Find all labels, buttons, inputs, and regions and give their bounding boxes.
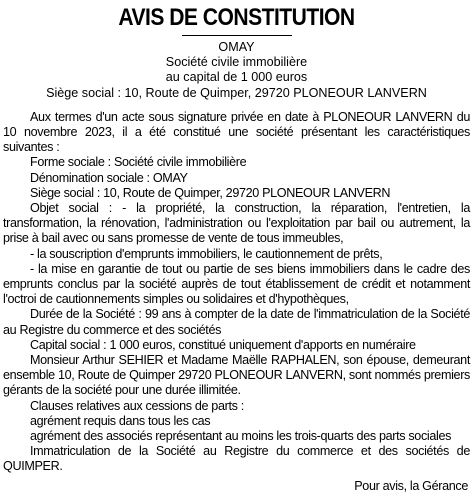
paragraph-legal-form: Forme sociale : Société civile immobilière bbox=[30, 155, 247, 170]
company-address: Siège social : 10, Route de Quimper, 29720 PLONEOUR LANVERN bbox=[46, 85, 427, 100]
paragraph-transfer-clauses: Clauses relatives aux cessions de parts : bbox=[30, 398, 244, 413]
title-divider bbox=[182, 35, 292, 36]
company-name: OMAY bbox=[218, 40, 255, 54]
paragraph-intro: Aux termes d'un acte sous signature privée en date à PLONEOUR LANVERN du 10 novembre 2023, il a été constitué une société présentant les caractéristiques suivantes : bbox=[3, 109, 470, 155]
paragraph-duration: Durée de la Société : 99 ans à compter de la date de l'immatriculation de la Société au Registre du commerce et des sociétés bbox=[3, 307, 470, 337]
paragraph-purpose-loans: - la souscription d'emprunts immobiliers, le cautionnement de prêts, bbox=[30, 246, 383, 261]
paragraph-address: Siège social : 10, Route de Quimper, 29720 PLONEOUR LANVERN bbox=[30, 185, 391, 200]
paragraph-purpose: Objet social : - la propriété, la construction, la réparation, l'entretien, la transformation, la rénovation, l'administration ou l'exploitation par bail ou autrement, la prise à bail avec ou sans promesse de vente de tous immeubles, bbox=[3, 201, 470, 246]
notice-body bbox=[3, 110, 470, 475]
notice-title: AVIS DE CONSTITUTION bbox=[118, 4, 355, 31]
paragraph-approval-all: agrément requis dans tous les cas bbox=[30, 413, 211, 428]
paragraph-purpose-guarantees: - la mise en garantie de tout ou partie de ses biens immobiliers dans le cadre des emprunts conclus par la société auprès de tout établissement de crédit et notamment l'octroi de cautionnements simples ou solidaires et d'hypothèques, bbox=[3, 261, 470, 307]
company-capital: au capital de 1 000 euros bbox=[165, 70, 308, 85]
paragraph-name: Dénomination sociale : OMAY bbox=[30, 170, 188, 185]
company-header bbox=[3, 40, 470, 101]
paragraph-managers: Monsieur Arthur SEHIER et Madame Maëlle RAPHALEN, son épouse, demeurant ensemble 10, Route de Quimper 29720 PLONEOUR LANVERN, sont nommés premiers gérants de la société pour une durée illimitée. bbox=[3, 353, 470, 398]
company-form: Société civile immobilière bbox=[165, 55, 308, 70]
paragraph-registration: Immatriculation de la Société au Registre du commerce et des sociétés de QUIMPER. bbox=[3, 444, 470, 474]
paragraph-capital: Capital social : 1 000 euros, constitué uniquement d'apports en numéraire bbox=[30, 337, 416, 352]
notice-signature: Pour avis, la Gérance bbox=[354, 478, 468, 493]
paragraph-approval-majority: agrément des associés représentant au moins les trois-quarts des parts sociales bbox=[30, 429, 452, 444]
